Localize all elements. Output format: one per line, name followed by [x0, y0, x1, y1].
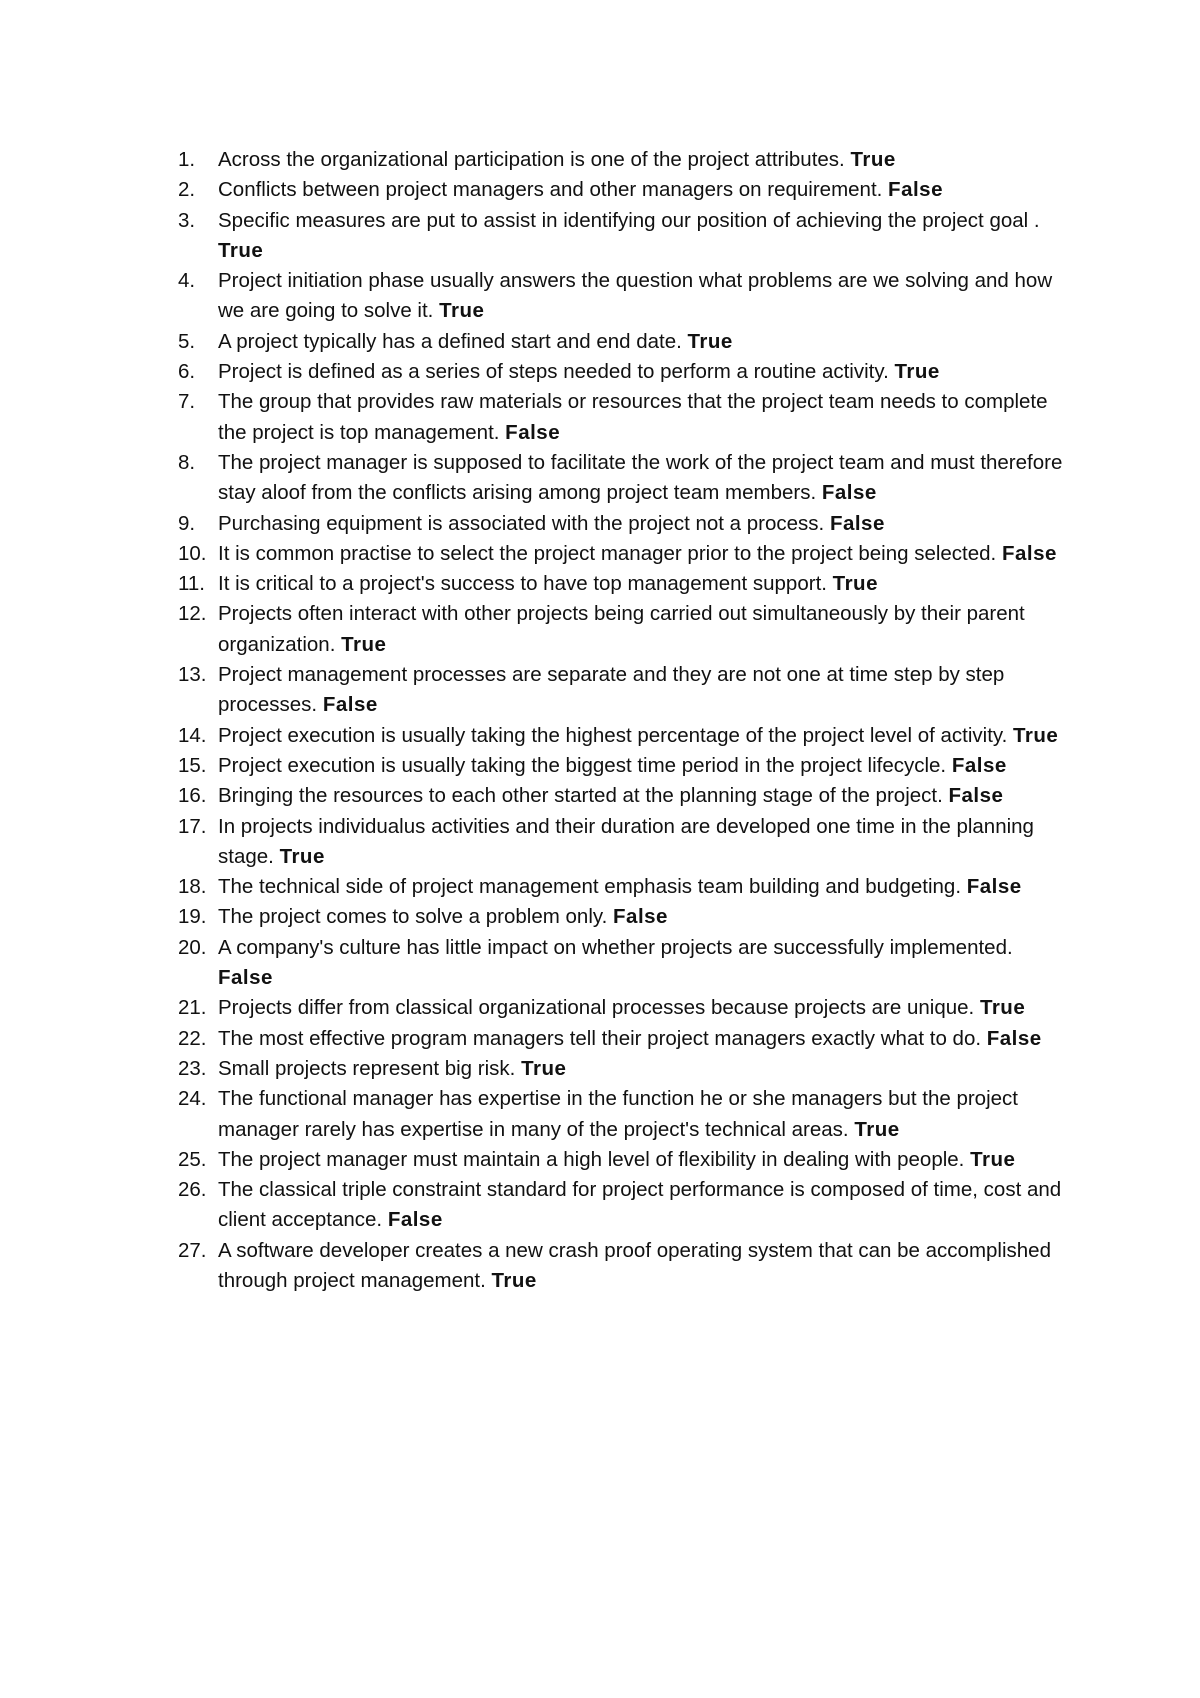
answer-label: True — [521, 1056, 567, 1080]
item-number: 10. — [178, 541, 207, 565]
list-item — [178, 1236, 1068, 1297]
question-text: Bringing the resources to each other started at the planning stage of the project. — [218, 784, 943, 808]
item-text-block — [218, 902, 1068, 932]
list-item — [178, 509, 1068, 539]
question-text: Project execution is usually taking the biggest time period in the project lifecycle. — [218, 753, 947, 777]
question-text: The group that provides raw materials or resources that the project team needs to complete the project is top management. — [218, 390, 1048, 444]
list-item — [178, 206, 1068, 267]
item-text-block — [218, 599, 1068, 660]
question-text: Project management processes are separate and they are not one at time step by step processes. — [218, 663, 1005, 717]
list-item — [178, 812, 1068, 873]
item-number: 6. — [178, 360, 196, 384]
item-number: 7. — [178, 390, 196, 414]
list-item — [178, 448, 1068, 509]
list-item — [178, 933, 1068, 994]
item-number: 25. — [178, 1147, 207, 1171]
question-list — [178, 145, 1068, 1296]
item-number: 8. — [178, 450, 196, 474]
item-text-block — [218, 357, 1068, 387]
answer-label: False — [948, 784, 1004, 808]
answer-label: True — [970, 1147, 1016, 1171]
list-item — [178, 387, 1068, 448]
question-text: The technical side of project management emphasis team building and budgeting. — [218, 875, 962, 899]
question-text: A software developer creates a new crash proof operating system that can be accomplished through project management. — [218, 1238, 1051, 1292]
item-text-block — [218, 1145, 1068, 1175]
answer-label: True — [491, 1268, 537, 1292]
item-text-block — [218, 1024, 1068, 1054]
list-item — [178, 327, 1068, 357]
answer-label: False — [1001, 541, 1057, 565]
question-text: Projects often interact with other projects being carried out simultaneously by their parent organization. — [218, 602, 1025, 656]
item-text-block — [218, 539, 1068, 569]
list-item — [178, 660, 1068, 721]
item-text-block — [218, 1054, 1068, 1084]
list-item — [178, 175, 1068, 205]
question-text: Conflicts between project managers and other managers on requirement. — [218, 178, 883, 202]
item-number: 9. — [178, 511, 196, 535]
list-item — [178, 1054, 1068, 1084]
answer-label: True — [979, 996, 1026, 1020]
answer-label: False — [505, 420, 561, 444]
question-text: The project comes to solve a problem only. — [218, 905, 608, 929]
item-text-block — [218, 660, 1068, 721]
item-number: 2. — [178, 178, 196, 202]
answer-label: True — [1013, 723, 1059, 747]
item-number: 4. — [178, 269, 196, 293]
item-text-block — [218, 175, 1068, 205]
list-item — [178, 902, 1068, 932]
answer-label: False — [613, 905, 668, 929]
answer-label: False — [322, 693, 378, 717]
item-number: 21. — [178, 996, 207, 1020]
answer-label: False — [218, 966, 273, 990]
item-text-block — [218, 1084, 1068, 1145]
question-text: A project typically has a defined start and end date. — [218, 329, 682, 353]
item-text-block — [218, 1236, 1068, 1297]
question-text: Project execution is usually taking the highest percentage of the project level of activity. — [218, 723, 1008, 747]
item-number: 26. — [178, 1178, 207, 1202]
item-text-block — [218, 812, 1068, 873]
item-number: 11. — [178, 572, 205, 596]
answer-label: True — [850, 148, 896, 171]
item-number: 13. — [178, 663, 207, 687]
item-number: 17. — [178, 814, 207, 838]
item-number: 27. — [178, 1238, 207, 1262]
item-text-block — [218, 266, 1068, 327]
answer-label: True — [279, 844, 325, 868]
list-item — [178, 539, 1068, 569]
answer-label: True — [218, 238, 264, 262]
item-number: 23. — [178, 1056, 207, 1080]
list-item — [178, 751, 1068, 781]
list-item — [178, 1175, 1068, 1236]
answer-label: False — [888, 178, 943, 202]
question-text: It is common practise to select the project manager prior to the project being selected. — [218, 541, 997, 565]
question-text: Specific measures are put to assist in identifying our position of achieving the project goal . — [218, 208, 1040, 232]
question-text: Project initiation phase usually answers the question what problems are we solving and how we are going to solve it. — [218, 269, 1053, 323]
item-number: 20. — [178, 935, 207, 959]
item-text-block — [218, 993, 1068, 1023]
question-text: Purchasing equipment is associated with the project not a process. — [218, 511, 825, 535]
list-item — [178, 872, 1068, 902]
answer-label: True — [894, 360, 940, 384]
answer-label: False — [821, 481, 877, 505]
list-item — [178, 1145, 1068, 1175]
question-text: The project manager must maintain a high level of flexibility in dealing with people. — [218, 1147, 965, 1171]
item-number: 16. — [178, 784, 207, 808]
list-item — [178, 266, 1068, 327]
list-item — [178, 569, 1068, 599]
answer-label: False — [829, 511, 885, 535]
item-text-block — [218, 448, 1068, 509]
answer-label: True — [439, 299, 485, 323]
item-text-block — [218, 569, 1068, 599]
answer-label: False — [387, 1208, 443, 1232]
list-item — [178, 781, 1068, 811]
item-number: 3. — [178, 208, 196, 232]
item-text-block — [218, 327, 1068, 357]
list-item — [178, 145, 1068, 175]
item-number: 1. — [178, 148, 196, 171]
question-text: Project is defined as a series of steps needed to perform a routine activity. — [218, 360, 889, 384]
list-item — [178, 993, 1068, 1023]
question-text: In projects individualus activities and their duration are developed one time in the planning stage. — [218, 814, 1034, 868]
item-text-block — [218, 387, 1068, 448]
answer-label: True — [687, 329, 733, 353]
question-text: Small projects represent big risk. — [218, 1056, 516, 1080]
item-number: 24. — [178, 1087, 207, 1111]
question-text: It is critical to a project's success to have top management support. — [218, 572, 827, 596]
item-number: 19. — [178, 905, 207, 929]
item-number: 22. — [178, 1026, 207, 1050]
answer-label: False — [951, 753, 1007, 777]
list-item — [178, 357, 1068, 387]
question-text: The project manager is supposed to facilitate the work of the project team and must therefore stay aloof from the conflicts arising among project team members. — [218, 450, 1063, 505]
list-item — [178, 1084, 1068, 1145]
list-item — [178, 721, 1068, 751]
answer-label: True — [832, 572, 878, 596]
item-text-block — [218, 933, 1068, 994]
answer-label: True — [341, 632, 387, 656]
item-number: 14. — [178, 723, 207, 747]
answer-label: True — [854, 1117, 900, 1141]
item-text-block — [218, 751, 1068, 781]
question-text: A company's culture has little impact on whether projects are successfully implemented. — [218, 935, 1013, 959]
question-text: Across the organizational participation is one of the project attributes. — [218, 148, 845, 171]
answer-label: False — [986, 1026, 1042, 1050]
item-text-block — [218, 1175, 1068, 1236]
item-number: 15. — [178, 753, 207, 777]
item-text-block — [218, 509, 1068, 539]
answer-label: False — [966, 875, 1022, 899]
item-number: 5. — [178, 329, 196, 353]
list-item — [178, 599, 1068, 660]
item-text-block — [218, 145, 1068, 175]
question-text: The functional manager has expertise in the function he or she managers but the project manager rarely has expertise in many of the project's technical areas. — [218, 1087, 1018, 1141]
item-text-block — [218, 721, 1068, 751]
item-number: 18. — [178, 875, 207, 899]
item-text-block — [218, 872, 1068, 902]
item-text-block — [218, 206, 1068, 267]
question-text: The most effective program managers tell their project managers exactly what to do. — [218, 1026, 982, 1050]
question-text: The classical triple constraint standard for project performance is composed of time, cost and client acceptance. — [218, 1178, 1062, 1232]
question-text: Projects differ from classical organizational processes because projects are unique. — [218, 996, 975, 1020]
item-number: 12. — [178, 602, 207, 626]
list-item — [178, 1024, 1068, 1054]
item-text-block — [218, 781, 1068, 811]
